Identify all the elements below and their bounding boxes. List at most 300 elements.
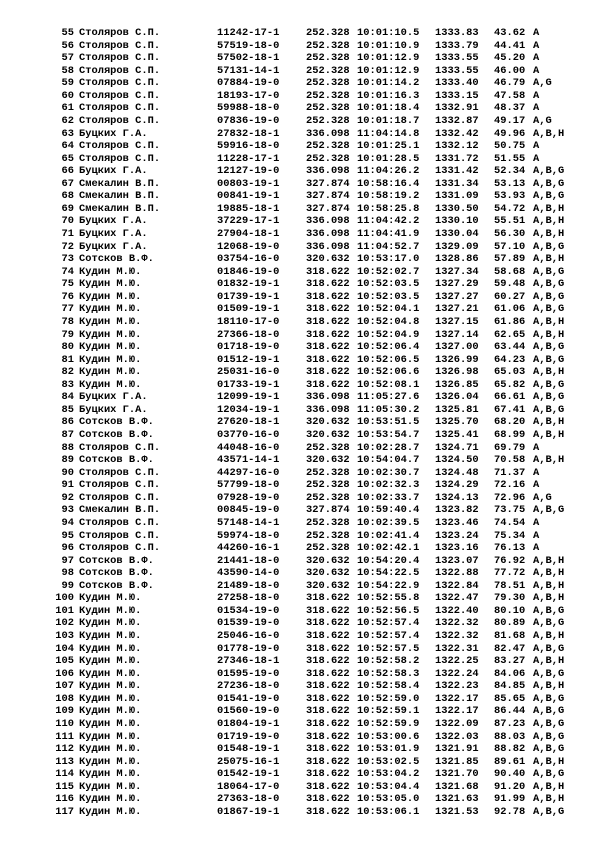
participant-name: Смекалин В.П. xyxy=(79,190,161,203)
ring-code: 11242-17-1 xyxy=(217,27,280,39)
ring-code: 57799-18-0 xyxy=(217,479,280,492)
speed: 1332.91 xyxy=(435,102,479,115)
table-row xyxy=(0,291,600,304)
participant-name: Столяров С.П. xyxy=(79,529,161,542)
row-number: 116 xyxy=(55,793,74,806)
ring-code: 01560-19-0 xyxy=(217,705,280,718)
ring-code: 44297-16-0 xyxy=(217,466,280,479)
row-number: 100 xyxy=(55,592,74,605)
category-tags: A,B,G xyxy=(533,353,565,366)
participant-name: Кудин М.Ю. xyxy=(79,717,142,730)
row-number: 106 xyxy=(55,667,74,680)
speed: 1322.84 xyxy=(435,579,479,592)
participant-name: Кудин М.Ю. xyxy=(79,642,142,655)
table-row xyxy=(0,693,600,706)
ring-code: 27346-18-1 xyxy=(217,655,280,668)
speed: 1323.82 xyxy=(435,504,479,517)
arrival-time: 10:53:05.0 xyxy=(357,793,420,806)
arrival-time: 10:53:02.5 xyxy=(357,755,420,768)
speed: 1333.55 xyxy=(435,52,479,65)
participant-name: Смекалин В.П. xyxy=(79,177,161,190)
arrival-time: 10:53:00.6 xyxy=(357,730,420,743)
speed: 1324.48 xyxy=(435,466,479,479)
arrival-time: 10:02:33.7 xyxy=(357,491,420,504)
distance-km: 318.622 xyxy=(306,617,350,630)
table-row xyxy=(0,680,600,693)
table-row xyxy=(0,617,600,630)
category-tags: A,B,G xyxy=(533,303,565,316)
distance-km: 318.622 xyxy=(306,353,350,366)
category-tags: A,B,G xyxy=(533,378,565,391)
arrival-time: 10:52:59.0 xyxy=(357,692,420,705)
speed: 1324.29 xyxy=(435,479,479,492)
distance-km: 318.622 xyxy=(306,366,350,379)
ring-code: 01512-19-1 xyxy=(217,353,280,366)
table-row xyxy=(0,592,600,605)
participant-name: Кудин М.Ю. xyxy=(79,617,142,630)
row-number: 88 xyxy=(61,441,74,454)
ring-code: 59974-18-0 xyxy=(217,529,280,542)
arrival-time: 10:01:12.9 xyxy=(357,64,420,77)
category-tags: A,B,H xyxy=(533,328,565,341)
speed: 1327.29 xyxy=(435,278,479,291)
table-row xyxy=(0,178,600,191)
category-tags: A,B,H xyxy=(533,567,565,580)
category-tags: A,B,H xyxy=(533,579,565,592)
speed: 1327.34 xyxy=(435,265,479,278)
distance-km: 252.328 xyxy=(306,39,350,52)
speed: 1327.15 xyxy=(435,315,479,328)
arrival-time: 10:52:08.1 xyxy=(357,378,420,391)
distance-km: 320.632 xyxy=(306,454,350,467)
category-tags: A,B,H xyxy=(533,630,565,642)
category-tags: A xyxy=(533,140,540,153)
participant-name: Кудин М.Ю. xyxy=(79,303,142,316)
arrival-time: 10:52:58.3 xyxy=(357,667,420,680)
percent: 64.23 xyxy=(494,353,526,366)
row-number: 94 xyxy=(61,516,74,529)
arrival-time: 10:54:20.4 xyxy=(357,554,420,567)
participant-name: Кудин М.Ю. xyxy=(79,592,142,605)
table-row xyxy=(0,705,600,718)
distance-km: 320.632 xyxy=(306,567,350,580)
participant-name: Кудин М.Ю. xyxy=(79,328,142,341)
distance-km: 318.622 xyxy=(306,768,350,781)
row-number: 81 xyxy=(61,353,74,366)
percent: 66.61 xyxy=(494,391,526,404)
category-tags: A xyxy=(533,542,540,555)
row-number: 66 xyxy=(61,165,74,178)
distance-km: 320.632 xyxy=(306,253,350,266)
ring-code: 01595-19-0 xyxy=(217,667,280,680)
arrival-time: 10:01:12.9 xyxy=(357,52,420,65)
category-tags: A,B,H xyxy=(533,127,565,140)
arrival-time: 10:52:06.5 xyxy=(357,353,420,366)
percent: 71.37 xyxy=(494,466,526,479)
row-number: 109 xyxy=(55,705,74,718)
arrival-time: 10:54:22.9 xyxy=(357,579,420,592)
table-row xyxy=(0,27,600,40)
ring-code: 57131-14-1 xyxy=(217,64,280,77)
speed: 1332.42 xyxy=(435,127,479,140)
participant-name: Столяров С.П. xyxy=(79,479,161,492)
speed: 1327.14 xyxy=(435,328,479,341)
arrival-time: 10:01:18.7 xyxy=(357,114,420,127)
ring-code: 01534-19-0 xyxy=(217,604,280,617)
distance-km: 318.622 xyxy=(306,341,350,354)
participant-name: Сотсков В.Ф. xyxy=(79,554,154,567)
percent: 49.96 xyxy=(494,127,526,140)
table-row xyxy=(0,115,600,128)
speed: 1329.09 xyxy=(435,240,479,253)
percent: 57.10 xyxy=(494,240,526,253)
percent: 76.92 xyxy=(494,554,526,567)
category-tags: A,B,H xyxy=(533,680,565,693)
speed: 1322.17 xyxy=(435,692,479,705)
speed: 1321.63 xyxy=(435,793,479,806)
distance-km: 252.328 xyxy=(306,152,350,165)
ring-code: 27236-18-0 xyxy=(217,680,280,693)
distance-km: 318.622 xyxy=(306,303,350,316)
percent: 76.13 xyxy=(494,542,526,555)
distance-km: 327.874 xyxy=(306,504,350,517)
participant-name: Кудин М.Ю. xyxy=(79,730,142,743)
table-row xyxy=(0,278,600,291)
percent: 84.06 xyxy=(494,667,526,680)
row-number: 85 xyxy=(61,403,74,416)
participant-name: Столяров С.П. xyxy=(79,39,161,52)
arrival-time: 11:04:41.9 xyxy=(357,228,420,240)
distance-km: 252.328 xyxy=(306,77,350,90)
distance-km: 318.622 xyxy=(306,642,350,655)
table-row xyxy=(0,492,600,505)
participant-name: Кудин М.Ю. xyxy=(79,768,142,781)
participant-name: Буцких Г.А. xyxy=(79,165,148,178)
row-number: 101 xyxy=(55,604,74,617)
ring-code: 12099-19-1 xyxy=(217,391,280,404)
category-tags: A,B,G xyxy=(533,743,565,756)
percent: 54.72 xyxy=(494,202,526,215)
speed: 1331.09 xyxy=(435,190,479,203)
arrival-time: 10:53:04.4 xyxy=(357,780,420,793)
speed: 1323.46 xyxy=(435,516,479,529)
arrival-time: 10:52:03.5 xyxy=(357,290,420,303)
percent: 58.68 xyxy=(494,265,526,278)
ring-code: 18193-17-0 xyxy=(217,89,280,102)
table-row xyxy=(0,743,600,756)
ring-code: 01541-19-0 xyxy=(217,692,280,705)
row-number: 89 xyxy=(61,454,74,467)
category-tags: A,B,H xyxy=(533,454,565,467)
distance-km: 318.622 xyxy=(306,755,350,768)
category-tags: A xyxy=(533,529,540,542)
ring-code: 07884-19-0 xyxy=(217,77,280,90)
speed: 1322.32 xyxy=(435,630,479,642)
row-number: 91 xyxy=(61,479,74,492)
speed: 1325.81 xyxy=(435,403,479,416)
arrival-time: 10:52:58.4 xyxy=(357,680,420,693)
row-number: 59 xyxy=(61,77,74,90)
distance-km: 318.622 xyxy=(306,692,350,705)
distance-km: 318.622 xyxy=(306,805,350,818)
row-number: 67 xyxy=(61,177,74,190)
category-tags: A,B,G xyxy=(533,805,565,818)
percent: 49.17 xyxy=(494,114,526,127)
percent: 74.54 xyxy=(494,516,526,529)
category-tags: A,B,H xyxy=(533,554,565,567)
distance-km: 318.622 xyxy=(306,265,350,278)
ring-code: 44048-16-0 xyxy=(217,441,280,454)
percent: 87.23 xyxy=(494,717,526,730)
row-number: 113 xyxy=(55,755,74,768)
ring-code: 00845-19-0 xyxy=(217,504,280,517)
category-tags: A,B,H xyxy=(533,429,565,441)
ring-code: 01867-19-1 xyxy=(217,805,280,818)
percent: 82.47 xyxy=(494,642,526,655)
category-tags: A,G xyxy=(533,491,552,504)
distance-km: 318.622 xyxy=(306,780,350,793)
category-tags: A,B,G xyxy=(533,730,565,743)
percent: 77.72 xyxy=(494,567,526,580)
category-tags: A,B,G xyxy=(533,177,565,190)
percent: 80.10 xyxy=(494,604,526,617)
percent: 91.99 xyxy=(494,793,526,806)
arrival-time: 10:52:56.5 xyxy=(357,604,420,617)
row-number: 58 xyxy=(61,64,74,77)
table-row xyxy=(0,630,600,643)
ring-code: 03754-16-0 xyxy=(217,253,280,266)
ring-code: 43571-14-1 xyxy=(217,454,280,467)
speed: 1322.32 xyxy=(435,617,479,630)
speed: 1322.23 xyxy=(435,680,479,693)
participant-name: Сотсков В.Ф. xyxy=(79,567,154,580)
row-number: 75 xyxy=(61,278,74,291)
distance-km: 252.328 xyxy=(306,466,350,479)
category-tags: A,B,G xyxy=(533,504,565,517)
speed: 1333.55 xyxy=(435,64,479,77)
participant-name: Буцких Г.А. xyxy=(79,228,148,240)
participant-name: Сотсков В.Ф. xyxy=(79,429,154,441)
row-number: 77 xyxy=(61,303,74,316)
ring-code: 59988-18-0 xyxy=(217,102,280,115)
ring-code: 27363-18-0 xyxy=(217,793,280,806)
table-row xyxy=(0,655,600,668)
ring-code: 01846-19-0 xyxy=(217,265,280,278)
row-number: 93 xyxy=(61,504,74,517)
percent: 79.30 xyxy=(494,592,526,605)
category-tags: A,B,H xyxy=(533,592,565,605)
speed: 1322.17 xyxy=(435,705,479,718)
arrival-time: 10:52:58.2 xyxy=(357,655,420,668)
speed: 1321.85 xyxy=(435,755,479,768)
speed: 1322.09 xyxy=(435,717,479,730)
ring-code: 27832-18-1 xyxy=(217,127,280,140)
ring-code: 27366-18-0 xyxy=(217,328,280,341)
distance-km: 318.622 xyxy=(306,655,350,668)
participant-name: Сотсков В.Ф. xyxy=(79,416,154,429)
row-number: 92 xyxy=(61,491,74,504)
participant-name: Столяров С.П. xyxy=(79,89,161,102)
table-row xyxy=(0,65,600,78)
arrival-time: 10:02:41.4 xyxy=(357,529,420,542)
participant-name: Кудин М.Ю. xyxy=(79,743,142,756)
distance-km: 318.622 xyxy=(306,705,350,718)
table-row xyxy=(0,379,600,392)
percent: 48.37 xyxy=(494,102,526,115)
row-number: 71 xyxy=(61,228,74,240)
speed: 1322.25 xyxy=(435,655,479,668)
percent: 59.48 xyxy=(494,278,526,291)
distance-km: 320.632 xyxy=(306,416,350,429)
percent: 68.99 xyxy=(494,429,526,441)
distance-km: 252.328 xyxy=(306,441,350,454)
participant-name: Кудин М.Ю. xyxy=(79,667,142,680)
distance-km: 336.098 xyxy=(306,391,350,404)
table-row xyxy=(0,303,600,316)
speed: 1322.31 xyxy=(435,642,479,655)
distance-km: 318.622 xyxy=(306,630,350,642)
category-tags: A,B,H xyxy=(533,315,565,328)
percent: 80.89 xyxy=(494,617,526,630)
table-row xyxy=(0,391,600,404)
distance-km: 318.622 xyxy=(306,328,350,341)
ring-code: 57502-18-1 xyxy=(217,52,280,65)
ring-code: 25075-16-1 xyxy=(217,755,280,768)
percent: 47.58 xyxy=(494,89,526,102)
percent: 43.62 xyxy=(494,27,526,39)
percent: 50.75 xyxy=(494,140,526,153)
participant-name: Сотсков В.Ф. xyxy=(79,253,154,266)
participant-name: Столяров С.П. xyxy=(79,466,161,479)
row-number: 83 xyxy=(61,378,74,391)
table-row xyxy=(0,542,600,555)
ring-code: 01509-19-1 xyxy=(217,303,280,316)
distance-km: 336.098 xyxy=(306,403,350,416)
row-number: 87 xyxy=(61,429,74,441)
category-tags: A,B,H xyxy=(533,215,565,228)
percent: 46.00 xyxy=(494,64,526,77)
table-row xyxy=(0,555,600,568)
arrival-time: 10:52:59.1 xyxy=(357,705,420,718)
distance-km: 252.328 xyxy=(306,52,350,65)
arrival-time: 10:52:04.1 xyxy=(357,303,420,316)
ring-code: 00803-19-1 xyxy=(217,177,280,190)
category-tags: A,B,H xyxy=(533,416,565,429)
percent: 57.89 xyxy=(494,253,526,266)
speed: 1331.34 xyxy=(435,177,479,190)
table-row xyxy=(0,479,600,492)
category-tags: A,B,G xyxy=(533,190,565,203)
participant-name: Кудин М.Ю. xyxy=(79,780,142,793)
distance-km: 252.328 xyxy=(306,479,350,492)
arrival-time: 11:04:14.8 xyxy=(357,127,420,140)
distance-km: 252.328 xyxy=(306,64,350,77)
participant-name: Кудин М.Ю. xyxy=(79,680,142,693)
percent: 91.20 xyxy=(494,780,526,793)
table-row xyxy=(0,102,600,115)
distance-km: 336.098 xyxy=(306,215,350,228)
percent: 65.82 xyxy=(494,378,526,391)
arrival-time: 11:04:42.2 xyxy=(357,215,420,228)
percent: 75.34 xyxy=(494,529,526,542)
ring-code: 12127-19-0 xyxy=(217,165,280,178)
arrival-time: 10:02:28.7 xyxy=(357,441,420,454)
category-tags: A,B,G xyxy=(533,667,565,680)
row-number: 57 xyxy=(61,52,74,65)
speed: 1323.16 xyxy=(435,542,479,555)
category-tags: A,B,G xyxy=(533,278,565,291)
participant-name: Кудин М.Ю. xyxy=(79,265,142,278)
table-row xyxy=(0,530,600,543)
arrival-time: 10:52:55.8 xyxy=(357,592,420,605)
category-tags: A,B,H xyxy=(533,202,565,215)
ring-code: 01542-19-1 xyxy=(217,768,280,781)
row-number: 98 xyxy=(61,567,74,580)
percent: 61.86 xyxy=(494,315,526,328)
ring-code: 03770-16-0 xyxy=(217,429,280,441)
distance-km: 318.622 xyxy=(306,278,350,291)
arrival-time: 10:53:06.1 xyxy=(357,805,420,818)
percent: 60.27 xyxy=(494,290,526,303)
table-row xyxy=(0,203,600,216)
speed: 1324.50 xyxy=(435,454,479,467)
arrival-time: 10:01:28.5 xyxy=(357,152,420,165)
participant-name: Кудин М.Ю. xyxy=(79,290,142,303)
speed: 1322.03 xyxy=(435,730,479,743)
row-number: 56 xyxy=(61,39,74,52)
arrival-time: 10:54:04.7 xyxy=(357,454,420,467)
distance-km: 318.622 xyxy=(306,680,350,693)
arrival-time: 10:01:16.3 xyxy=(357,89,420,102)
row-number: 86 xyxy=(61,416,74,429)
speed: 1321.70 xyxy=(435,768,479,781)
ring-code: 37229-17-1 xyxy=(217,215,280,228)
arrival-time: 10:01:18.4 xyxy=(357,102,420,115)
distance-km: 318.622 xyxy=(306,667,350,680)
participant-name: Кудин М.Ю. xyxy=(79,655,142,668)
speed: 1326.04 xyxy=(435,391,479,404)
table-row xyxy=(0,40,600,53)
table-row xyxy=(0,793,600,806)
distance-km: 252.328 xyxy=(306,27,350,39)
distance-km: 318.622 xyxy=(306,378,350,391)
ring-code: 01739-19-1 xyxy=(217,290,280,303)
table-row xyxy=(0,190,600,203)
ring-code: 21489-18-0 xyxy=(217,579,280,592)
category-tags: A xyxy=(533,152,540,165)
participant-name: Кудин М.Ю. xyxy=(79,378,142,391)
category-tags: A,B,G xyxy=(533,403,565,416)
table-row xyxy=(0,454,600,467)
percent: 89.61 xyxy=(494,755,526,768)
arrival-time: 10:52:03.5 xyxy=(357,278,420,291)
percent: 70.58 xyxy=(494,454,526,467)
row-number: 90 xyxy=(61,466,74,479)
arrival-time: 10:52:04.8 xyxy=(357,315,420,328)
row-number: 68 xyxy=(61,190,74,203)
participant-name: Столяров С.П. xyxy=(79,102,161,115)
row-number: 64 xyxy=(61,140,74,153)
percent: 72.16 xyxy=(494,479,526,492)
arrival-time: 10:53:04.2 xyxy=(357,768,420,781)
arrival-time: 10:53:01.9 xyxy=(357,743,420,756)
row-number: 70 xyxy=(61,215,74,228)
table-row xyxy=(0,215,600,228)
speed: 1326.85 xyxy=(435,378,479,391)
arrival-time: 10:53:51.5 xyxy=(357,416,420,429)
table-row xyxy=(0,241,600,254)
distance-km: 318.622 xyxy=(306,592,350,605)
